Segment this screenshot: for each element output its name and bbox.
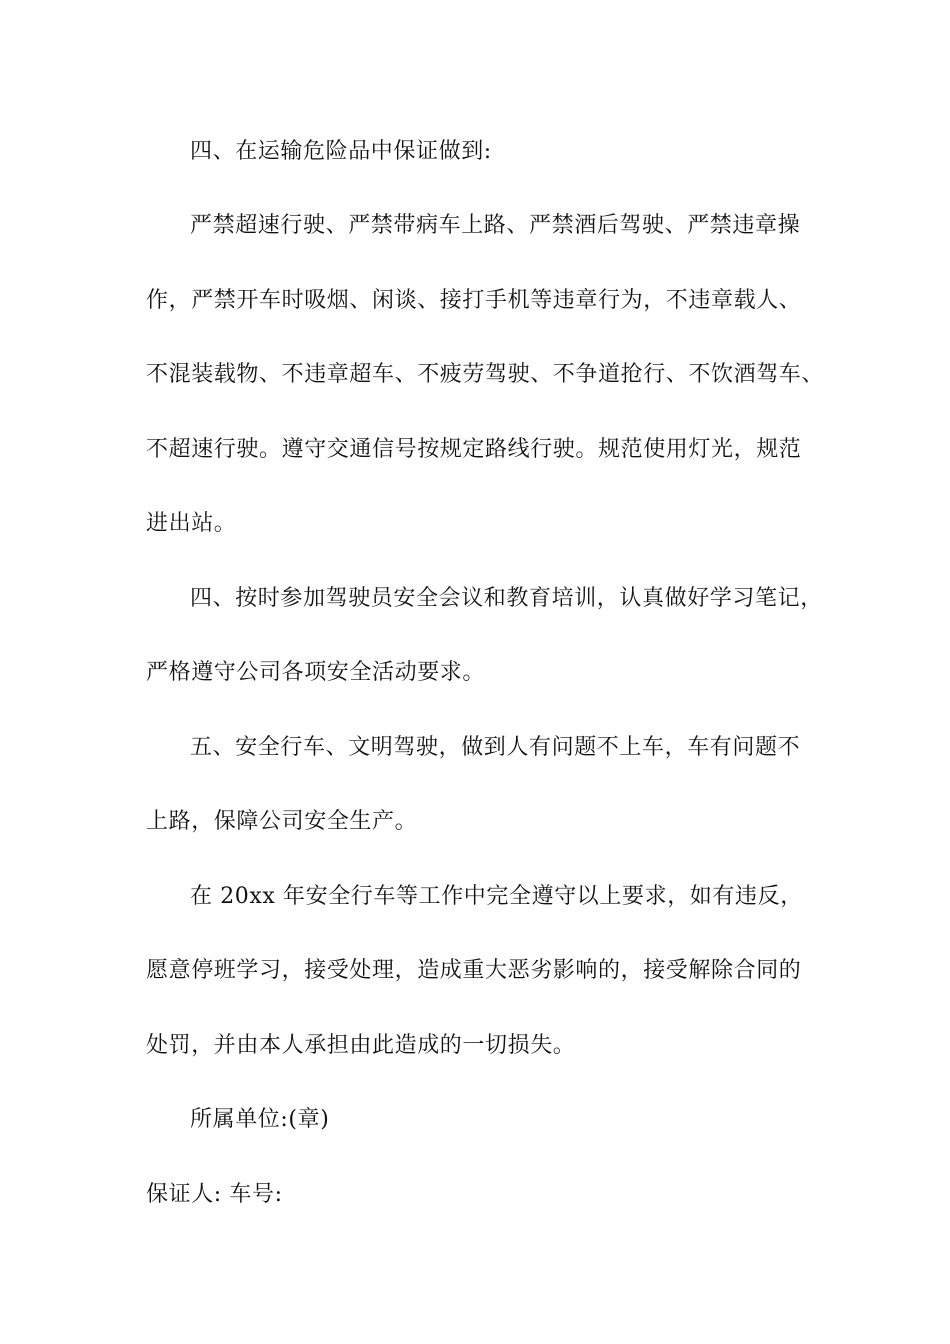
paragraph-line: 严禁超速行驶、严禁带病车上路、严禁酒后驾驶、严禁违章操	[190, 213, 801, 238]
paragraph-line: 上路，保障公司安全生产。	[146, 809, 418, 834]
paragraph-line: 四、按时参加驾驶员安全会议和教育培训，认真做好学习笔记，	[190, 586, 823, 611]
unit-seal-line: 所属单位:(章)	[190, 1107, 330, 1132]
paragraph-line: 不混装载物、不违章超车、不疲劳驾驶、不争道抢行、不饮酒驾车、	[146, 362, 825, 387]
paragraph-line: 愿意停班学习，接受处理，造成重大恶劣影响的，接受解除合同的	[146, 958, 802, 983]
paragraph-line: 进出站。	[146, 511, 237, 536]
section-heading-hazmat: 四、在运输危险品中保证做到:	[190, 139, 492, 164]
paragraph-line: 在 20xx 年安全行车等工作中完全遵守以上要求，如有违反，	[190, 884, 803, 909]
guarantor-line: 保证人: 车号:	[146, 1182, 283, 1207]
paragraph-line: 作，严禁开车时吸烟、闲谈、接打手机等违章行为，不违章载人、	[146, 288, 802, 313]
paragraph-line: 处罚，并由本人承担由此造成的一切损失。	[146, 1033, 576, 1058]
paragraph-line: 五、安全行车、文明驾驶，做到人有问题不上车，车有问题不	[190, 735, 801, 760]
paragraph-line: 不超速行驶。遵守交通信号按规定路线行驶。规范使用灯光，规范	[146, 437, 802, 462]
paragraph-line: 严格遵守公司各项安全活动要求。	[146, 660, 486, 685]
